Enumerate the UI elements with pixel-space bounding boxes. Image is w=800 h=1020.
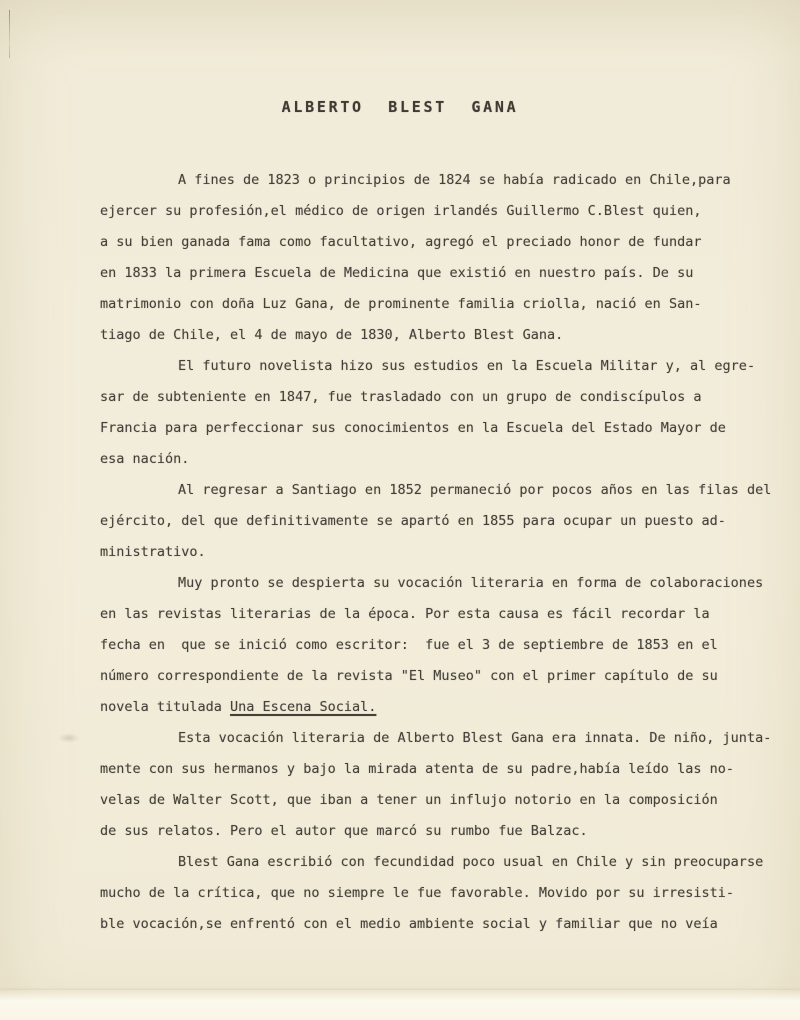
- text-segment: novela titulada: [100, 699, 231, 715]
- text-line: [100, 847, 764, 878]
- text-line: [100, 816, 750, 847]
- text-line: [100, 754, 750, 785]
- text-segment: número correspondiente de la revista "El Museo" con el primer capítulo de su: [100, 668, 718, 684]
- text-segment: ble vocación,se enfrentó con el medio ambiente social y familiar que no veía: [100, 916, 718, 932]
- text-line: [100, 661, 750, 692]
- text-segment: mucho de la crítica, que no siempre le fue favorable. Movido por su irresisti-: [100, 885, 734, 901]
- text-segment: velas de Walter Scott, que iban a tener un influjo notorio en la composición: [100, 792, 718, 808]
- text-line: [100, 723, 772, 754]
- text-segment: fecha en que se inició como escritor: fue el 3 de septiembre de 1853 en el: [100, 637, 718, 653]
- page-title: ALBERTO BLEST GANA: [281, 98, 519, 116]
- text-segment: de sus relatos. Pero el autor que marcó su rumbo fue Balzac.: [100, 823, 588, 839]
- text-segment: A fines de 1823 o principios de 1824 se había radicado en Chile,para: [178, 172, 731, 188]
- text-line: [100, 165, 750, 196]
- text-segment: en 1833 la primera Escuela de Medicina que existió en nuestro país. De su: [100, 265, 694, 281]
- paragraph: [100, 475, 772, 568]
- text-segment: El futuro novelista hizo sus estudios en la Escuela Militar y, al egre-: [178, 358, 756, 374]
- document-body: [100, 165, 772, 940]
- text-segment: Al regresar a Santiago en 1852 permaneció por pocos años en las filas del: [178, 482, 772, 498]
- text-line: [100, 320, 750, 351]
- text-line: [100, 909, 750, 940]
- text-segment: tiago de Chile, el 4 de mayo de 1830, Alberto Blest Gana.: [100, 327, 564, 343]
- text-line: [100, 878, 750, 909]
- text-line: [100, 196, 750, 227]
- text-line: [100, 475, 772, 506]
- text-segment: sar de subteniente en 1847, fue trasladado con un grupo de condiscípulos a: [100, 389, 702, 405]
- text-segment: ejercer su profesión,el médico de origen irlandés Guillermo C.Blest quien,: [100, 203, 702, 219]
- text-segment: ministrativo.: [100, 544, 206, 560]
- text-line: [100, 506, 750, 537]
- text-segment: Francia para perfeccionar sus conocimientos en la Escuela del Estado Mayor de: [100, 420, 726, 436]
- paragraph: [100, 351, 756, 475]
- text-segment: esa nación.: [100, 451, 190, 467]
- paper-bottom-edge: [0, 990, 800, 1020]
- text-line: [100, 413, 750, 444]
- text-line: [100, 785, 750, 816]
- text-line: [100, 289, 750, 320]
- text-line: [100, 227, 750, 258]
- text-line: [100, 692, 750, 723]
- paragraph: [100, 165, 750, 351]
- text-line: [100, 568, 764, 599]
- text-line: [100, 258, 750, 289]
- paragraph: [100, 568, 764, 723]
- text-segment: mente con sus hermanos y bajo la mirada atenta de su padre,había leído las no-: [100, 761, 734, 777]
- text-segment: ejército, del que definitivamente se apartó en 1855 para ocupar un puesto ad-: [100, 513, 726, 529]
- pencil-mark: [9, 10, 10, 58]
- book-title-underlined: Una Escena Social.: [230, 699, 377, 715]
- text-segment: matrimonio con doña Luz Gana, de prominente familia criolla, nació en San-: [100, 296, 702, 312]
- text-segment: en las revistas literarias de la época. Por esta causa es fácil recordar la: [100, 606, 710, 622]
- text-line: [100, 599, 750, 630]
- text-segment: a su bien ganada fama como facultativo, agregó el preciado honor de fundar: [100, 234, 702, 250]
- paper-smudge: [58, 733, 80, 743]
- text-line: [100, 351, 756, 382]
- text-line: [100, 630, 750, 661]
- text-line: [100, 444, 750, 475]
- text-line: [100, 382, 750, 413]
- text-segment: Muy pronto se despierta su vocación literaria en forma de colaboraciones: [178, 575, 764, 591]
- text-segment: Blest Gana escribió con fecundidad poco usual en Chile y sin preocuparse: [178, 854, 764, 870]
- text-line: [100, 537, 750, 568]
- text-segment: Esta vocación literaria de Alberto Blest Gana era innata. De niño, junta-: [178, 730, 772, 746]
- paragraph: [100, 723, 772, 847]
- paragraph: [100, 847, 764, 940]
